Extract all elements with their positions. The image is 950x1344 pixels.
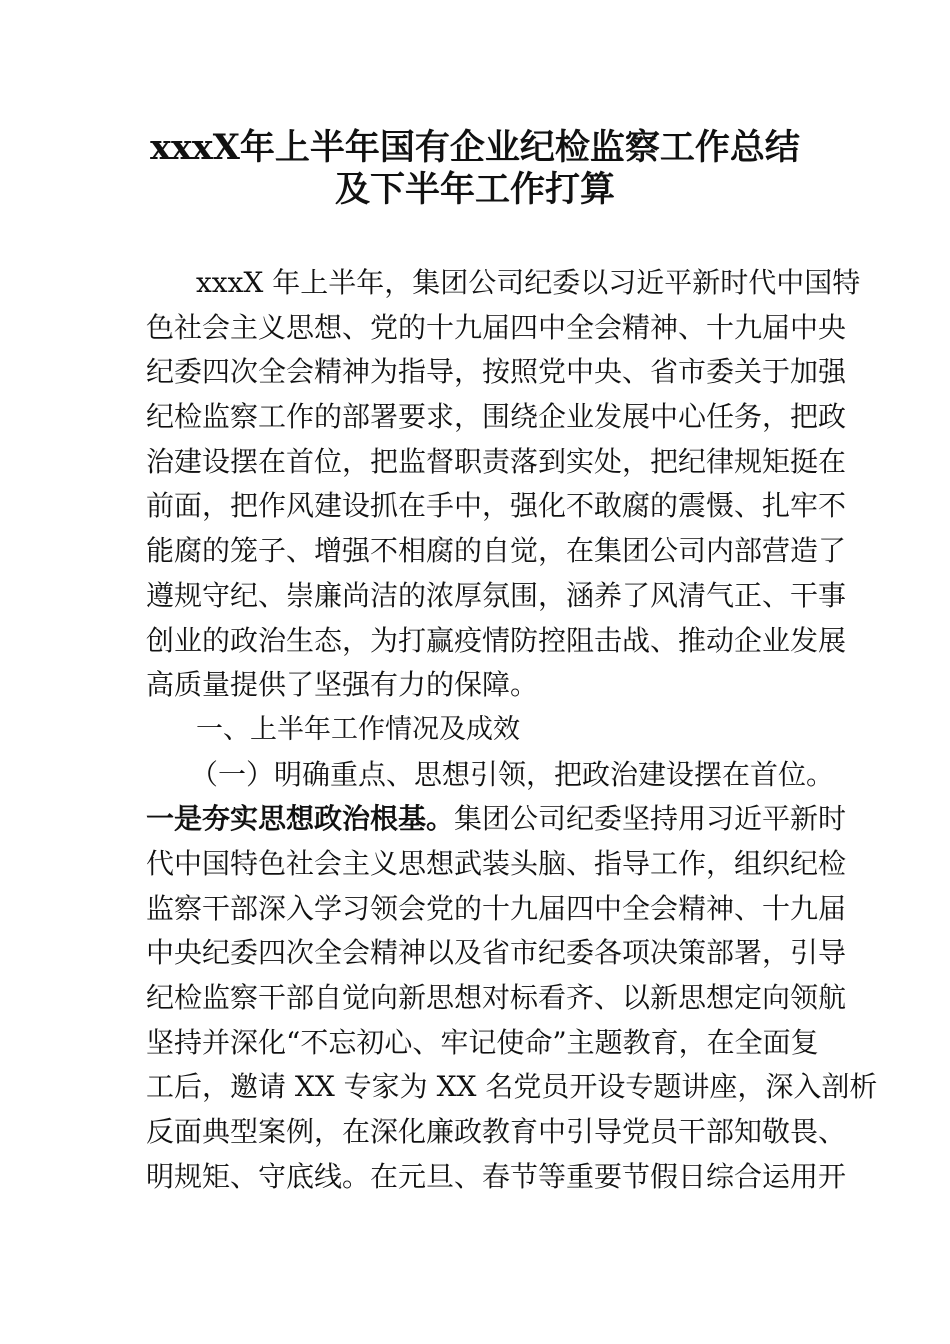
paragraph-line: 明规矩、守底线。在元旦、春节等重要节假日综合运用开	[146, 1159, 847, 1193]
paragraph-line: 创业的政治生态，为打赢疫情防控阻击战、推动企业发展	[146, 623, 847, 657]
paragraph-line: xxxX 年上半年，集团公司纪委以习近平新时代中国特	[196, 266, 861, 299]
subsection-heading: （一）明确重点、思想引领，把政治建设摆在首位。	[190, 757, 835, 791]
paragraph-line: 治建设摆在首位，把监督职责落到实处，把纪律规矩挺在	[146, 444, 847, 478]
paragraph-line: 中央纪委四次全会精神以及省市纪委各项决策部署，引导	[146, 936, 847, 970]
document-title-line-2: 及下半年工作打算	[334, 169, 615, 210]
section-heading: 一、上半年工作情况及成效	[196, 713, 520, 745]
document-body	[146, 261, 878, 1199]
document-title-line-1: xxxX年上半年国有企业纪检监察工作总结	[150, 127, 800, 168]
paragraph-line: 代中国特色社会主义思想武装头脑、指导工作，组织纪检	[146, 846, 847, 880]
paragraph-line: 纪委四次全会精神为指导，按照党中央、省市委关于加强	[146, 355, 847, 389]
paragraph-line: 纪检监察工作的部署要求，围绕企业发展中心任务，把政	[146, 400, 847, 434]
paragraph-line: 色社会主义思想、党的十九届四中全会精神、十九届中央	[146, 310, 847, 344]
point-text: 集团公司纪委坚持用习近平新时	[454, 802, 847, 836]
paragraph-line: 前面，把作风建设抓在手中，强化不敢腐的震慑、扎牢不	[146, 489, 847, 523]
paragraph-line: 监察干部深入学习领会党的十九届四中全会精神、十九届	[146, 891, 847, 925]
paragraph-line: 遵规守纪、崇廉尚洁的浓厚氛围，涵养了风清气正、干事	[146, 578, 847, 612]
paragraph-line: 能腐的笼子、增强不相腐的自觉，在集团公司内部营造了	[146, 534, 847, 568]
paragraph-line: 反面典型案例，在深化廉政教育中引导党员干部知敬畏、	[146, 1115, 847, 1149]
point-title: 一是夯实思想政治根基。	[146, 802, 455, 836]
paragraph-line	[146, 797, 847, 842]
paragraph-line: 高质量提供了坚强有力的保障。	[146, 668, 539, 702]
paragraph-line: 纪检监察干部自觉向新思想对标看齐、以新思想定向领航	[146, 981, 847, 1014]
paragraph-line: 坚持并深化“不忘初心、牢记使命”主题教育，在全面复	[146, 1025, 819, 1059]
paragraph-line: 工后，邀请 XX 专家为 XX 名党员开设专题讲座，深入剖析	[146, 1070, 878, 1104]
